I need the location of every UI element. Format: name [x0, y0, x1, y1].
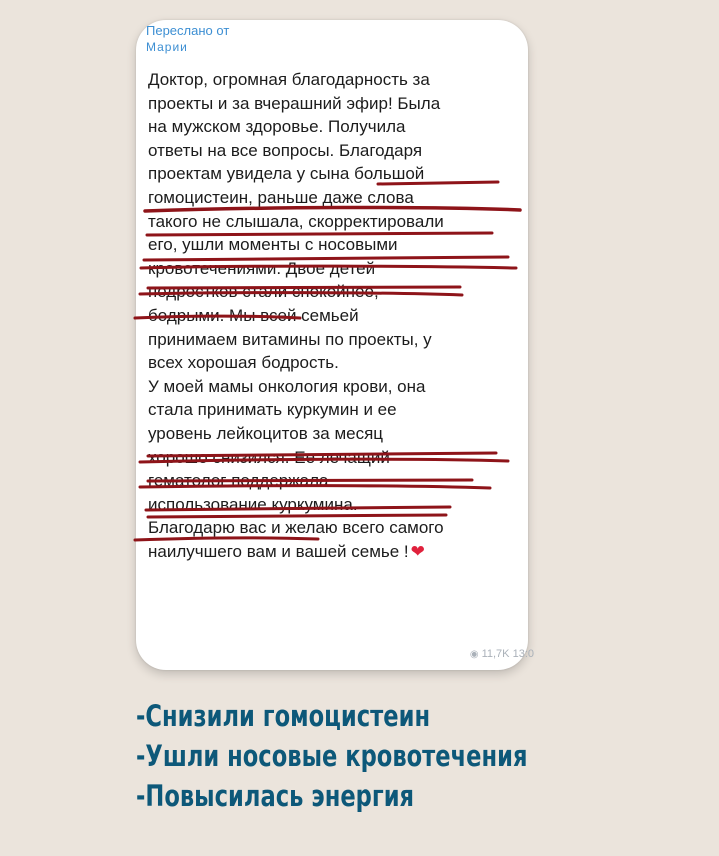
heart-icon: ❤ — [410, 541, 425, 561]
message-line: наилучшего вам и вашей семье ! — [148, 541, 409, 561]
message-line: Благодарю вас и желаю всего самого — [148, 518, 444, 538]
message-text — [148, 68, 524, 563]
caption-line: -Снизили гомоцистеин — [136, 699, 431, 733]
eye-icon: ◉ — [469, 649, 479, 660]
message-line: такого не слышала, скорректировали — [148, 211, 444, 231]
view-count: 11,7K — [481, 648, 510, 660]
message-line: проектам увидела у сына большой — [148, 164, 425, 184]
message-line: подростков стали спокойнее, — [148, 282, 379, 302]
message-line: У моей мамы онкология крови, она — [148, 376, 426, 396]
message-line: уровень лейкоцитов за месяц — [148, 423, 384, 443]
caption-line: -Ушли носовые кровотечения — [136, 739, 528, 773]
message-line: проекты и за вчерашний эфир! Была — [148, 93, 441, 113]
message-line: всех хорошая бодрость. — [148, 353, 339, 373]
forwarded-message-card — [136, 20, 534, 670]
message-time: 13:0 — [512, 648, 534, 660]
message-line: использование куркумина. — [148, 494, 358, 514]
message-line: бодрыми. Мы всей семьей — [148, 305, 359, 325]
message-line-last — [148, 540, 524, 564]
message-line: принимаем витамины по проекты, у — [148, 329, 432, 349]
message-line: хорошо снизился. Ее лечащий — [148, 447, 390, 467]
message-line: гематолог поддержала — [148, 471, 329, 491]
message-line: ответы на все вопросы. Благодаря — [148, 140, 423, 160]
message-line: стала принимать куркумин и ее — [148, 400, 397, 420]
message-meta — [470, 648, 534, 660]
message-line: кровотечениями. Двое детей — [148, 258, 376, 278]
forwarded-from-name[interactable]: Марии — [146, 40, 188, 54]
caption-line: -Повысилась энергия — [136, 779, 415, 813]
message-line: гомоцистеин, раньше даже слова — [148, 187, 414, 207]
summary-caption — [136, 696, 573, 816]
message-line: его, ушли моменты с носовыми — [148, 235, 398, 255]
message-line: Доктор, огромная благодарность за — [148, 70, 430, 89]
forwarded-label: Переслано от — [146, 23, 230, 38]
message-line: на мужском здоровье. Получила — [148, 117, 406, 137]
